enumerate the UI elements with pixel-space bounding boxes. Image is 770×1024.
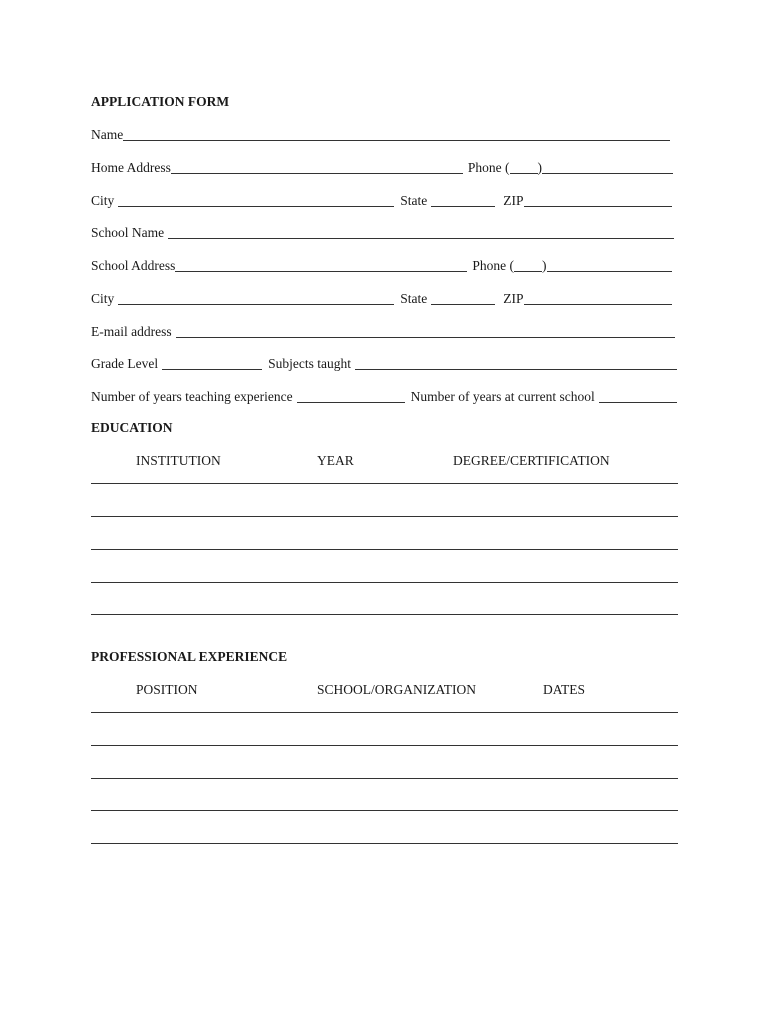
years-teaching-field[interactable]: [297, 402, 405, 403]
name-field[interactable]: [123, 140, 670, 141]
home-city-field[interactable]: [118, 206, 394, 207]
subjects-taught-label: Subjects taught: [268, 356, 351, 371]
name-label: Name: [91, 127, 124, 142]
email-label: E-mail address: [91, 324, 172, 339]
experience-col-dates: DATES: [543, 682, 586, 697]
home-city-label: City: [91, 193, 115, 208]
school-state-label: State: [400, 291, 428, 306]
school-phone-area-code-field[interactable]: [514, 271, 542, 272]
experience-entry-line[interactable]: [91, 843, 678, 844]
experience-col-school-organization: SCHOOL/ORGANIZATION: [317, 682, 476, 697]
home-address-field[interactable]: [171, 173, 463, 174]
education-entry-line[interactable]: [91, 614, 678, 615]
education-entry-line[interactable]: [91, 516, 678, 517]
grade-level-label: Grade Level: [91, 356, 159, 371]
education-col-institution: INSTITUTION: [136, 453, 221, 468]
education-heading: EDUCATION: [91, 420, 173, 435]
school-phone-paren-close: ): [542, 258, 547, 273]
school-city-row: [91, 287, 677, 307]
experience-entry-line[interactable]: [91, 810, 678, 811]
grade-level-field[interactable]: [162, 369, 262, 370]
home-phone-label: Phone (: [467, 160, 510, 175]
email-row: [91, 320, 677, 340]
education-col-year: YEAR: [317, 453, 354, 468]
school-address-label: School Address: [91, 258, 176, 273]
home-phone-area-code-field[interactable]: [510, 173, 538, 174]
school-name-field[interactable]: [168, 238, 674, 239]
subjects-taught-field[interactable]: [355, 369, 677, 370]
school-city-field[interactable]: [118, 304, 394, 305]
education-entry-line[interactable]: [91, 483, 678, 484]
experience-entry-line[interactable]: [91, 745, 678, 746]
school-address-field[interactable]: [175, 271, 467, 272]
email-field[interactable]: [176, 337, 675, 338]
education-column-headers: [91, 453, 677, 471]
home-address-label: Home Address: [91, 160, 171, 175]
years-experience-row: [91, 385, 677, 405]
home-address-row: [91, 156, 677, 176]
school-zip-field[interactable]: [524, 304, 672, 305]
school-name-row: [91, 221, 677, 241]
home-zip-field[interactable]: [524, 206, 672, 207]
years-teaching-label: Number of years teaching experience: [91, 389, 293, 404]
school-phone-label: Phone (: [472, 258, 514, 273]
years-current-school-label: Number of years at current school: [410, 389, 595, 404]
form-title: APPLICATION FORM: [91, 94, 230, 109]
years-current-school-field[interactable]: [599, 402, 677, 403]
education-col-degree: DEGREE/CERTIFICATION: [453, 453, 610, 468]
name-row: [91, 123, 677, 143]
experience-entry-line[interactable]: [91, 778, 678, 779]
school-state-field[interactable]: [431, 304, 495, 305]
education-entry-line[interactable]: [91, 582, 678, 583]
experience-column-headers: [91, 682, 677, 700]
school-city-label: City: [91, 291, 115, 306]
education-entry-line[interactable]: [91, 549, 678, 550]
home-state-label: State: [400, 193, 428, 208]
school-zip-label: ZIP: [503, 291, 524, 306]
home-phone-number-field[interactable]: [542, 173, 673, 174]
home-state-field[interactable]: [431, 206, 495, 207]
grade-subjects-row: [91, 352, 677, 372]
experience-heading: PROFESSIONAL EXPERIENCE: [91, 649, 288, 664]
experience-col-position: POSITION: [136, 682, 198, 697]
experience-entry-line[interactable]: [91, 712, 678, 713]
home-phone-paren-close: ): [537, 160, 542, 175]
home-zip-label: ZIP: [503, 193, 524, 208]
school-address-row: [91, 254, 677, 274]
home-city-row: [91, 189, 677, 209]
school-phone-number-field[interactable]: [547, 271, 673, 272]
school-name-label: School Name: [91, 225, 165, 240]
